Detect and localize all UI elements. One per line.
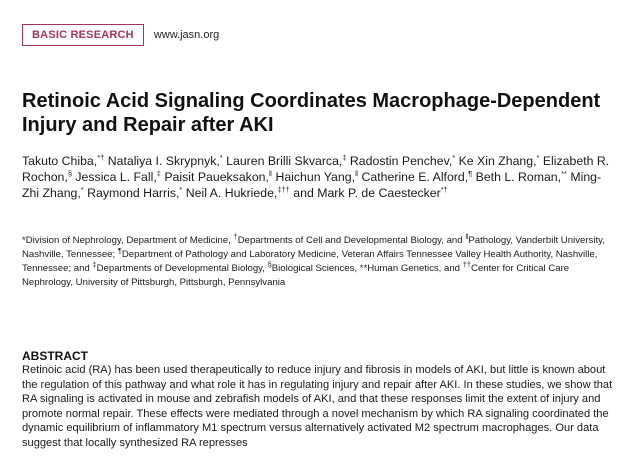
author-affiliation-mark: ‖ [268, 168, 273, 178]
author-name: Nataliya I. Skrypnyk, [107, 154, 220, 168]
author-name: Radostin Penchev, [349, 154, 453, 168]
author-name: Neil A. Hukriede, [185, 186, 278, 200]
affiliation-mark: †† [462, 259, 472, 269]
author-affiliation-mark: ‡ [156, 168, 161, 178]
author-affiliation-mark: * [452, 152, 456, 162]
affiliation-mark: ¶ [117, 245, 122, 255]
affiliation-text: Department of Pathology and Laboratory Medicine, Veteran Affairs Tennessee Valley Health Authority, Nashville, Tennessee; and [22, 249, 598, 274]
affiliation-text: *Division of Nephrology, Department of Medicine, [22, 235, 234, 246]
author-affiliation-mark: * [536, 152, 540, 162]
author-name: Haichun Yang, [275, 170, 355, 184]
author-name: Beth L. Roman, [475, 170, 562, 184]
header [22, 24, 219, 46]
author-affiliation-mark: ‖ [355, 168, 359, 178]
author-affiliation-mark: ¶ [468, 168, 473, 178]
author-name: Elizabeth R. Rochon, [22, 154, 610, 184]
affiliation-mark: § [267, 259, 272, 269]
author-affiliation-mark: * [179, 184, 183, 194]
author-separator: and [289, 186, 318, 200]
abstract-heading: ABSTRACT [22, 349, 88, 363]
affiliation-text: Departments of Cell and Developmental Biology, and [237, 235, 466, 246]
author-list [22, 153, 617, 201]
affiliations [22, 231, 622, 290]
author-affiliation-mark: ‡ [342, 152, 347, 162]
author-affiliation-mark: * [80, 184, 84, 194]
author-affiliation-mark: ** [561, 168, 567, 178]
author-name: Jessica L. Fall, [75, 170, 157, 184]
author-name: Lauren Brilli Skvarca, [226, 154, 343, 168]
affiliation-mark: ‖ [465, 231, 469, 241]
author-name: Takuto Chiba, [22, 154, 98, 168]
article-title: Retinoic Acid Signaling Coordinates Macrophage-Dependent Injury and Repair after AKI [22, 90, 601, 136]
author-affiliation-mark: * [219, 152, 223, 162]
journal-site-link[interactable]: www.jasn.org [153, 29, 220, 41]
author-affiliation-mark: § [67, 168, 72, 178]
author-affiliation-mark: *† [97, 152, 105, 162]
author-affiliation-mark: ‡†† [277, 184, 290, 194]
affiliation-mark: ‡ [92, 259, 97, 269]
author-name: Mark P. de Caestecker [317, 186, 441, 200]
affiliation-text: Center for Critical Care Nephrology, University of Pittsburgh, Pittsburgh, Pennsylvania [22, 263, 570, 288]
affiliation-mark: † [233, 231, 238, 241]
affiliation-text: Pathology, Vanderbilt University, Nashville, Tennessee; [22, 235, 605, 260]
section-badge: BASIC RESEARCH [22, 24, 144, 46]
author-name: Paisit Paueksakon, [164, 170, 269, 184]
author-name: Ke Xin Zhang, [458, 154, 537, 168]
affiliation-text: **Human Genetics, and [359, 263, 463, 274]
author-affiliation-mark: *† [440, 184, 448, 194]
author-name: Raymond Harris, [87, 186, 180, 200]
author-name: Ming-Zhi Zhang, [22, 170, 602, 200]
affiliation-text: Biological Sciences, [271, 263, 360, 274]
affiliation-text: Departments of Developmental Biology, [96, 263, 268, 274]
author-name: Catherine E. Alford, [361, 170, 469, 184]
abstract-body: Retinoic acid (RA) has been used therapeutically to reduce injury and fibrosis in models of AKI, but little is known about the regulation of this pathway and what role it has in regulating injury and repair after AKI. In these studies, we show that RA signaling is activated in mouse and zebrafish models of AKI, and that these responses limit the extent of injury and promote normal repair. These effects were mediated through a novel mechanism by which RA signaling coordinated the dynamic equilibrium of inflammatory M1 spectrum versus alternatively activated M2 spectrum macrophages. Our data suggest that locally synthesized RA represses [22, 364, 613, 449]
